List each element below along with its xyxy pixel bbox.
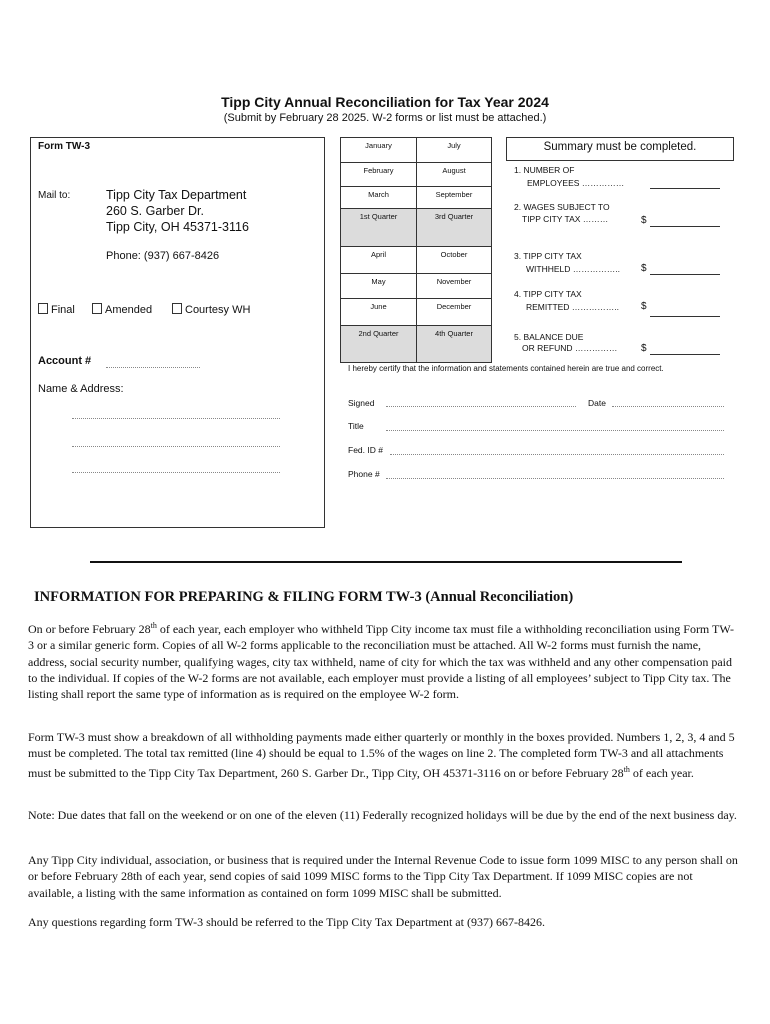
form-number-label: Form TW-3 [38, 141, 91, 152]
amended-checkbox[interactable] [92, 303, 152, 316]
signature-field[interactable] [386, 406, 576, 407]
name-address-field-3[interactable] [72, 472, 280, 473]
info-paragraph-2: Form TW-3 must show a breakdown of all withholding payments made either quarterly or monthly in the boxes provided. Numbers 1, 2, 3, 4 and 5 must be completed. The total tax remitted (line 4) should be equal to 1.5% of the wages on line 2. The completed form TW-3 and all attachments must be submitted to the Tipp City Tax Department, 260 S. Garber Dr., Tipp City, OH 45371-3116 on or before February 28th of each year. [28, 730, 735, 780]
grid-cell-january[interactable]: January [341, 138, 417, 163]
mail-to-label: Mail to: [38, 190, 71, 201]
grid-cell-july[interactable]: July [417, 138, 491, 163]
signed-label: Signed [348, 398, 375, 408]
checkbox-square-icon [172, 303, 182, 314]
title-label: Title [348, 421, 364, 431]
info-heading: INFORMATION FOR PREPARING & FILING FORM TW-3 (Annual Reconciliation) [34, 589, 574, 605]
tax-remitted-field[interactable] [650, 316, 720, 317]
employees-count-field[interactable] [650, 188, 720, 189]
courtesy-wh-checkbox-label: Courtesy WH [185, 304, 251, 316]
withholding-grid [340, 137, 492, 363]
summary-item-3-line-1: 3. TIPP CITY TAX [514, 251, 582, 261]
info-paragraph-1: On or before February 28th of each year, each employer who withheld Tipp City income tax must file a withholding reconciliation using Form TW-3 or a similar generic form. Copies of all W-2 forms applicable to the reconciliation must be attached. All W-2 forms must furnish the name, address, social security number, qualifying wages, city tax withheld, name of city for which the tax was withheld and any other compensation paid to the individual. If copies of the W-2 forms are not available, each employer must provide a listing of all employees’ subject to Tipp City tax. The listing shall report the same type of information as is required on the employee W-2 form. [28, 621, 735, 702]
balance-due-field[interactable] [650, 354, 720, 355]
section-divider [90, 561, 682, 563]
summary-item-5-line-1: 5. BALANCE DUE [514, 332, 584, 342]
fed-id-field[interactable] [390, 454, 724, 455]
grid-cell-october[interactable]: October [417, 247, 491, 274]
certification-statement: I hereby certify that the information and statements contained herein are true and correct. [348, 364, 664, 373]
fed-id-label: Fed. ID # [348, 445, 383, 455]
info-paragraph-4: Any Tipp City individual, association, or business that is required under the Internal Revenue Code to issue form 1099 MISC to any person shall on or before February 28th of each year, send copies of said 1099 MISC forms to the Tipp City Tax Department. If 1099 MISC copies are not available, a listing with the same information as contained on form 1099 MISC shall be submitted. [28, 853, 738, 900]
dollar-sign-3: $ [641, 263, 647, 274]
grid-cell-q1[interactable]: 1st Quarter [341, 209, 417, 247]
date-label: Date [588, 398, 606, 408]
address-line-2: 260 S. Garber Dr. [106, 204, 204, 218]
summary-item-2-line-2: TIPP CITY TAX ……… [522, 214, 609, 224]
dollar-sign-5: $ [641, 343, 647, 354]
summary-item-1-line-2: EMPLOYEES …………… [527, 178, 625, 188]
name-address-field-1[interactable] [72, 418, 280, 419]
form-title: Tipp City Annual Reconciliation for Tax Year 2024 [221, 94, 549, 110]
final-checkbox[interactable] [38, 303, 75, 316]
phone-field[interactable] [386, 478, 724, 479]
checkbox-square-icon [38, 303, 48, 314]
grid-cell-february[interactable]: February [341, 163, 417, 187]
date-field[interactable] [612, 406, 724, 407]
name-address-field-2[interactable] [72, 446, 280, 447]
summary-item-1-line-1: 1. NUMBER OF [514, 165, 575, 175]
title-field[interactable] [386, 430, 724, 431]
dollar-sign-4: $ [641, 301, 647, 312]
grid-cell-september[interactable]: September [417, 187, 491, 209]
info-paragraph-3: Note: Due dates that fall on the weekend or on one of the eleven (11) Federally recognized holidays will be due by the end of the next business day. [28, 808, 737, 822]
grid-cell-april[interactable]: April [341, 247, 417, 274]
form-subtitle: (Submit by February 28 2025. W-2 forms or list must be attached.) [223, 112, 547, 124]
address-line-1: Tipp City Tax Department [106, 188, 247, 202]
grid-cell-may[interactable]: May [341, 274, 417, 299]
amended-checkbox-label: Amended [105, 304, 153, 316]
courtesy-wh-checkbox[interactable] [172, 303, 250, 316]
grid-cell-december[interactable]: December [417, 299, 491, 326]
account-number-label: Account # [38, 355, 92, 367]
summary-heading: Summary must be completed. [506, 137, 734, 161]
address-line-3: Tipp City, OH 45371-3116 [106, 220, 249, 234]
grid-cell-august[interactable]: August [417, 163, 491, 187]
info-paragraph-5: Any questions regarding form TW-3 should be referred to the Tipp City Tax Department at (937) 667-8426. [28, 915, 545, 929]
grid-cell-november[interactable]: November [417, 274, 491, 299]
tax-withheld-field[interactable] [650, 274, 720, 275]
summary-item-5-line-2: OR REFUND …………… [522, 343, 618, 353]
summary-item-2-line-1: 2. WAGES SUBJECT TO [514, 202, 610, 212]
name-address-label: Name & Address: [38, 383, 124, 395]
grid-cell-q2[interactable]: 2nd Quarter [341, 326, 417, 362]
grid-cell-march[interactable]: March [341, 187, 417, 209]
grid-cell-june[interactable]: June [341, 299, 417, 326]
final-checkbox-label: Final [51, 304, 75, 316]
grid-cell-q3[interactable]: 3rd Quarter [417, 209, 491, 247]
summary-item-4-line-1: 4. TIPP CITY TAX [514, 289, 582, 299]
summary-item-4-line-2: REMITTED …………….. [526, 302, 620, 312]
dollar-sign-2: $ [641, 215, 647, 226]
wages-field[interactable] [650, 226, 720, 227]
grid-cell-q4[interactable]: 4th Quarter [417, 326, 491, 362]
phone-label: Phone # [348, 469, 380, 479]
summary-item-3-line-2: WITHHELD …………….. [526, 264, 620, 274]
account-number-field[interactable] [106, 367, 200, 368]
checkbox-square-icon [92, 303, 102, 314]
department-phone: Phone: (937) 667-8426 [106, 250, 220, 262]
